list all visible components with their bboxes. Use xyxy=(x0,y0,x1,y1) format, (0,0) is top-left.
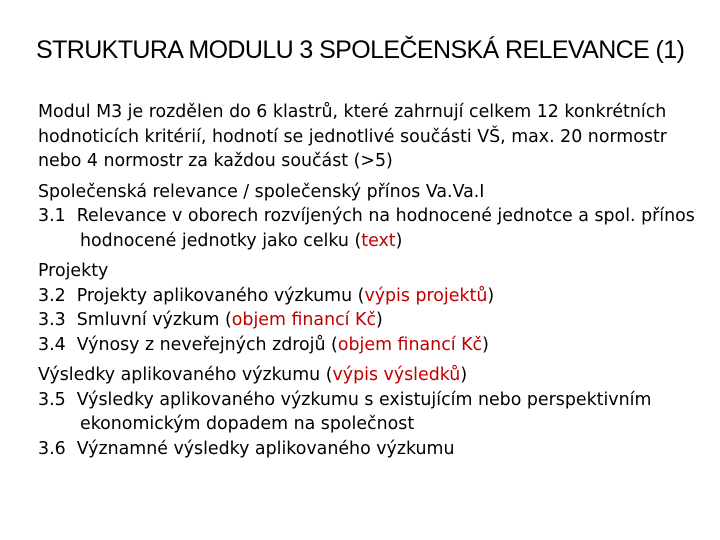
section-heading-tag: výpis výsledků xyxy=(332,365,461,385)
criterion-number: 3.6 xyxy=(38,438,66,459)
slide-title: STRUKTURA MODULU 3 SPOLEČENSKÁ RELEVANCE (1) xyxy=(36,36,685,64)
criterion-text: Relevance v oborech rozvíjených na hodnocené jednotce a spol. přínos hodnocené jednotky jako celku xyxy=(76,206,695,251)
criterion-3-4: 3.4 Výnosy z neveřejných zdrojů (objem financí Kč) xyxy=(38,334,489,355)
section-heading: Společenská relevance / společenský přínos Va.Va.I xyxy=(38,181,485,202)
criterion-number: 3.3 xyxy=(38,310,66,330)
criterion-3-5 xyxy=(38,388,710,437)
criterion-3-3: 3.3 Smluvní výzkum (objem financí Kč) xyxy=(38,310,383,330)
criterion-number: 3.1 xyxy=(38,206,66,226)
intro-paragraph: Modul M3 je rozdělen do 6 klastrů, které zahrnují celkem 12 konkrétních hodnoticích kritérií, hodnotí se jednotlivé součásti VŠ, max. 20 normostr nebo 4 normostr za každou součást (>5) xyxy=(38,102,667,171)
section-projects xyxy=(38,259,710,357)
criterion-tag: výpis projektů xyxy=(364,285,488,306)
criterion-3-2: 3.2 Projekty aplikovaného výzkumu (výpis projektů) xyxy=(38,285,495,306)
criterion-tag: objem financí Kč xyxy=(337,334,483,355)
criterion-text: Významné výsledky aplikovaného výzkumu xyxy=(76,438,455,459)
criterion-tag: objem financí Kč xyxy=(231,310,377,330)
criterion-text: Výnosy z neveřejných zdrojů xyxy=(76,334,326,355)
criterion-text: Výsledky aplikovaného výzkumu s existujícím nebo perspektivním ekonomickým dopadem na společnost xyxy=(76,389,652,434)
section-heading-row: Výsledky aplikovaného výzkumu (výpis výsledků) xyxy=(38,365,468,385)
criterion-3-6 xyxy=(38,437,710,462)
criterion-number: 3.2 xyxy=(38,285,66,306)
section-applied-results xyxy=(38,363,710,461)
criterion-number: 3.5 xyxy=(38,389,66,410)
criterion-tag: text xyxy=(361,230,396,251)
section-heading: Projekty xyxy=(38,261,109,281)
criterion-text: Smluvní výzkum xyxy=(76,310,220,330)
section-social-relevance xyxy=(38,180,710,254)
criterion-3-1: 3.1 Relevance v oborech rozvíjených na hodnocené jednotce a spol. přínos hodnocené jednotky jako celku (text) xyxy=(38,206,695,251)
section-heading: Výsledky aplikovaného výzkumu xyxy=(38,365,321,385)
slide-content xyxy=(38,100,710,467)
criterion-text: Projekty aplikovaného výzkumu xyxy=(76,285,353,306)
criterion-number: 3.4 xyxy=(38,334,66,355)
